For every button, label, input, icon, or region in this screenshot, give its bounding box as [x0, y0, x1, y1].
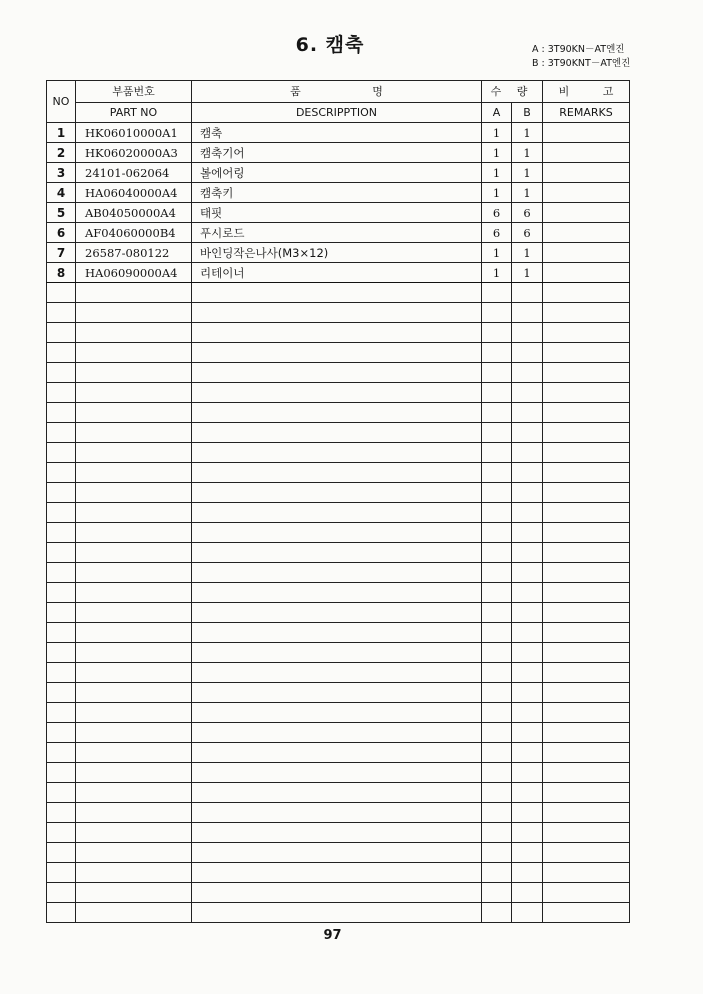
- empty-cell: [482, 283, 512, 303]
- empty-cell: [76, 743, 192, 763]
- empty-cell: [482, 723, 512, 743]
- empty-cell: [76, 563, 192, 583]
- empty-cell: [76, 283, 192, 303]
- empty-table-row: [47, 863, 630, 883]
- empty-cell: [512, 403, 543, 423]
- empty-table-row: [47, 703, 630, 723]
- empty-cell: [512, 743, 543, 763]
- empty-cell: [482, 743, 512, 763]
- empty-table-row: [47, 763, 630, 783]
- empty-cell: [512, 523, 543, 543]
- empty-cell: [543, 823, 630, 843]
- quantity-a-cell: 6: [482, 203, 512, 223]
- header-part-no-korean: 부품번호: [76, 81, 192, 103]
- part-number-cell: 26587-080122: [76, 243, 192, 263]
- empty-table-row: [47, 643, 630, 663]
- empty-cell: [543, 863, 630, 883]
- empty-table-row: [47, 663, 630, 683]
- empty-cell: [192, 703, 482, 723]
- empty-cell: [47, 463, 76, 483]
- part-number-cell: AB04050000A4: [76, 203, 192, 223]
- empty-cell: [543, 883, 630, 903]
- empty-cell: [543, 783, 630, 803]
- empty-cell: [47, 343, 76, 363]
- empty-cell: [47, 843, 76, 863]
- empty-cell: [192, 763, 482, 783]
- empty-cell: [512, 843, 543, 863]
- empty-cell: [512, 383, 543, 403]
- empty-cell: [543, 403, 630, 423]
- empty-cell: [76, 323, 192, 343]
- empty-cell: [512, 623, 543, 643]
- empty-cell: [76, 903, 192, 923]
- empty-table-row: [47, 743, 630, 763]
- empty-cell: [192, 463, 482, 483]
- empty-cell: [47, 743, 76, 763]
- empty-cell: [76, 683, 192, 703]
- empty-cell: [76, 543, 192, 563]
- empty-cell: [47, 783, 76, 803]
- table-row: [47, 143, 630, 163]
- empty-cell: [76, 623, 192, 643]
- empty-table-row: [47, 503, 630, 523]
- empty-cell: [482, 483, 512, 503]
- empty-cell: [482, 783, 512, 803]
- empty-cell: [482, 443, 512, 463]
- empty-cell: [192, 323, 482, 343]
- empty-cell: [543, 623, 630, 643]
- empty-table-row: [47, 823, 630, 843]
- quantity-b-cell: 6: [512, 223, 543, 243]
- empty-cell: [543, 363, 630, 383]
- part-number: 7: [47, 243, 76, 263]
- empty-cell: [543, 743, 630, 763]
- empty-table-row: [47, 603, 630, 623]
- empty-cell: [482, 463, 512, 483]
- empty-cell: [512, 423, 543, 443]
- empty-cell: [543, 903, 630, 923]
- empty-cell: [543, 583, 630, 603]
- empty-cell: [47, 683, 76, 703]
- empty-cell: [76, 463, 192, 483]
- empty-cell: [47, 563, 76, 583]
- empty-cell: [192, 303, 482, 323]
- empty-cell: [47, 703, 76, 723]
- empty-cell: [76, 803, 192, 823]
- empty-cell: [192, 483, 482, 503]
- header-quantity-a: A: [482, 103, 512, 123]
- empty-cell: [543, 723, 630, 743]
- empty-cell: [192, 563, 482, 583]
- empty-cell: [76, 703, 192, 723]
- empty-cell: [47, 303, 76, 323]
- empty-cell: [192, 363, 482, 383]
- empty-table-row: [47, 843, 630, 863]
- empty-cell: [543, 483, 630, 503]
- page-title: 6. 캠축: [295, 34, 365, 56]
- empty-cell: [482, 623, 512, 643]
- parts-table: [46, 80, 630, 923]
- empty-table-row: [47, 623, 630, 643]
- empty-table-row: [47, 423, 630, 443]
- empty-cell: [47, 903, 76, 923]
- empty-cell: [76, 423, 192, 443]
- empty-table-row: [47, 383, 630, 403]
- empty-cell: [512, 603, 543, 623]
- quantity-a-cell: 1: [482, 143, 512, 163]
- empty-cell: [543, 663, 630, 683]
- description-cell: 볼에어링: [192, 163, 482, 183]
- empty-cell: [482, 523, 512, 543]
- empty-cell: [543, 803, 630, 823]
- empty-cell: [47, 363, 76, 383]
- empty-cell: [47, 763, 76, 783]
- part-number-cell: HK06010000A1: [76, 123, 192, 143]
- part-number: 8: [47, 263, 76, 283]
- empty-cell: [47, 663, 76, 683]
- empty-cell: [47, 863, 76, 883]
- empty-table-row: [47, 783, 630, 803]
- empty-cell: [512, 883, 543, 903]
- quantity-a-cell: 6: [482, 223, 512, 243]
- table-row: [47, 203, 630, 223]
- empty-cell: [76, 503, 192, 523]
- empty-cell: [512, 463, 543, 483]
- empty-cell: [482, 583, 512, 603]
- description-cell: 태핏: [192, 203, 482, 223]
- empty-cell: [192, 403, 482, 423]
- empty-table-row: [47, 283, 630, 303]
- part-number: 6: [47, 223, 76, 243]
- empty-cell: [543, 523, 630, 543]
- part-number-cell: 24101-062064: [76, 163, 192, 183]
- empty-cell: [192, 863, 482, 883]
- quantity-a-cell: 1: [482, 183, 512, 203]
- quantity-a-cell: 1: [482, 263, 512, 283]
- empty-cell: [76, 383, 192, 403]
- empty-cell: [482, 823, 512, 843]
- empty-cell: [482, 323, 512, 343]
- empty-cell: [76, 863, 192, 883]
- legend-item-b: B : 3T90KNT－AT엔진: [532, 58, 631, 69]
- empty-cell: [47, 383, 76, 403]
- empty-cell: [47, 543, 76, 563]
- empty-cell: [47, 823, 76, 843]
- quantity-b-cell: 1: [512, 143, 543, 163]
- empty-cell: [76, 723, 192, 743]
- empty-cell: [482, 563, 512, 583]
- empty-table-row: [47, 443, 630, 463]
- empty-cell: [543, 283, 630, 303]
- empty-cell: [47, 483, 76, 503]
- empty-cell: [543, 703, 630, 723]
- empty-cell: [192, 603, 482, 623]
- quantity-b-cell: 1: [512, 243, 543, 263]
- part-number: 2: [47, 143, 76, 163]
- empty-cell: [76, 483, 192, 503]
- empty-cell: [76, 583, 192, 603]
- empty-cell: [512, 583, 543, 603]
- description-cell: 캠축: [192, 123, 482, 143]
- empty-cell: [543, 563, 630, 583]
- empty-cell: [512, 323, 543, 343]
- empty-cell: [482, 403, 512, 423]
- empty-table-row: [47, 683, 630, 703]
- empty-cell: [76, 763, 192, 783]
- empty-cell: [192, 423, 482, 443]
- empty-table-row: [47, 483, 630, 503]
- empty-cell: [192, 843, 482, 863]
- empty-cell: [543, 683, 630, 703]
- empty-cell: [47, 883, 76, 903]
- parts-table-body: [47, 123, 630, 923]
- empty-cell: [482, 903, 512, 923]
- empty-cell: [47, 503, 76, 523]
- header-description: DESCRIPPTION: [192, 103, 482, 123]
- empty-cell: [192, 663, 482, 683]
- empty-cell: [192, 723, 482, 743]
- table-row: [47, 163, 630, 183]
- empty-cell: [543, 443, 630, 463]
- empty-table-row: [47, 903, 630, 923]
- empty-cell: [192, 743, 482, 763]
- empty-cell: [47, 603, 76, 623]
- description-cell: 바인딩작은나사(M3×12): [192, 243, 482, 263]
- remarks-cell: [543, 183, 630, 203]
- empty-cell: [512, 703, 543, 723]
- empty-table-row: [47, 583, 630, 603]
- header-remarks: REMARKS: [543, 103, 630, 123]
- empty-cell: [482, 863, 512, 883]
- empty-cell: [512, 903, 543, 923]
- table-row: [47, 223, 630, 243]
- empty-cell: [543, 543, 630, 563]
- empty-cell: [192, 343, 482, 363]
- header-part-no: PART NO: [76, 103, 192, 123]
- empty-cell: [543, 383, 630, 403]
- empty-cell: [76, 363, 192, 383]
- part-number-cell: HA06090000A4: [76, 263, 192, 283]
- description-cell: 캠축키: [192, 183, 482, 203]
- empty-cell: [47, 803, 76, 823]
- empty-cell: [543, 303, 630, 323]
- empty-cell: [192, 283, 482, 303]
- empty-cell: [76, 663, 192, 683]
- header-quantity-korean: 수 량: [482, 81, 543, 103]
- table-row: [47, 263, 630, 283]
- empty-cell: [482, 423, 512, 443]
- empty-cell: [543, 423, 630, 443]
- empty-cell: [512, 543, 543, 563]
- engine-legend: [532, 43, 630, 71]
- empty-cell: [47, 283, 76, 303]
- empty-cell: [76, 343, 192, 363]
- remarks-cell: [543, 263, 630, 283]
- empty-cell: [47, 423, 76, 443]
- empty-cell: [192, 443, 482, 463]
- empty-cell: [47, 323, 76, 343]
- empty-cell: [76, 603, 192, 623]
- empty-cell: [47, 583, 76, 603]
- empty-cell: [482, 683, 512, 703]
- empty-cell: [512, 343, 543, 363]
- empty-table-row: [47, 403, 630, 423]
- quantity-b-cell: 1: [512, 163, 543, 183]
- page-number: 97: [323, 928, 342, 943]
- empty-table-row: [47, 363, 630, 383]
- empty-cell: [512, 723, 543, 743]
- empty-cell: [482, 803, 512, 823]
- empty-cell: [76, 403, 192, 423]
- header-remarks-korean: 비 고: [543, 81, 630, 103]
- empty-cell: [512, 643, 543, 663]
- empty-cell: [512, 503, 543, 523]
- empty-table-row: [47, 563, 630, 583]
- empty-cell: [512, 303, 543, 323]
- remarks-cell: [543, 163, 630, 183]
- empty-cell: [482, 303, 512, 323]
- empty-cell: [47, 723, 76, 743]
- empty-cell: [543, 323, 630, 343]
- empty-cell: [482, 363, 512, 383]
- empty-cell: [482, 643, 512, 663]
- empty-cell: [76, 443, 192, 463]
- empty-cell: [76, 843, 192, 863]
- empty-cell: [192, 643, 482, 663]
- empty-cell: [47, 443, 76, 463]
- header-no: NO: [47, 81, 76, 123]
- part-number-cell: AF04060000B4: [76, 223, 192, 243]
- part-number: 1: [47, 123, 76, 143]
- empty-cell: [47, 623, 76, 643]
- empty-cell: [76, 523, 192, 543]
- empty-cell: [47, 523, 76, 543]
- empty-cell: [192, 903, 482, 923]
- empty-cell: [192, 883, 482, 903]
- empty-cell: [482, 383, 512, 403]
- empty-cell: [192, 543, 482, 563]
- part-number: 5: [47, 203, 76, 223]
- quantity-a-cell: 1: [482, 163, 512, 183]
- empty-cell: [76, 883, 192, 903]
- empty-cell: [512, 863, 543, 883]
- table-row: [47, 123, 630, 143]
- empty-cell: [482, 763, 512, 783]
- remarks-cell: [543, 143, 630, 163]
- empty-cell: [482, 503, 512, 523]
- quantity-b-cell: 6: [512, 203, 543, 223]
- empty-cell: [512, 783, 543, 803]
- empty-cell: [512, 823, 543, 843]
- empty-table-row: [47, 543, 630, 563]
- empty-table-row: [47, 303, 630, 323]
- empty-cell: [512, 563, 543, 583]
- part-number: 3: [47, 163, 76, 183]
- empty-table-row: [47, 883, 630, 903]
- empty-table-row: [47, 723, 630, 743]
- empty-cell: [192, 503, 482, 523]
- empty-cell: [482, 603, 512, 623]
- empty-cell: [76, 643, 192, 663]
- part-number-cell: HK06020000A3: [76, 143, 192, 163]
- remarks-cell: [543, 203, 630, 223]
- empty-cell: [512, 803, 543, 823]
- empty-cell: [192, 823, 482, 843]
- empty-cell: [512, 363, 543, 383]
- empty-cell: [512, 483, 543, 503]
- part-number: 4: [47, 183, 76, 203]
- description-cell: 푸시로드: [192, 223, 482, 243]
- quantity-b-cell: 1: [512, 123, 543, 143]
- empty-cell: [512, 283, 543, 303]
- header-description-korean: 품 명: [192, 81, 482, 103]
- empty-cell: [512, 683, 543, 703]
- empty-cell: [192, 523, 482, 543]
- empty-cell: [543, 843, 630, 863]
- empty-cell: [482, 543, 512, 563]
- empty-cell: [47, 403, 76, 423]
- empty-cell: [512, 663, 543, 683]
- description-cell: 리테이너: [192, 263, 482, 283]
- header-quantity-b: B: [512, 103, 543, 123]
- part-number-cell: HA06040000A4: [76, 183, 192, 203]
- remarks-cell: [543, 243, 630, 263]
- empty-cell: [543, 763, 630, 783]
- quantity-b-cell: 1: [512, 183, 543, 203]
- empty-cell: [192, 623, 482, 643]
- empty-cell: [76, 303, 192, 323]
- empty-table-row: [47, 803, 630, 823]
- legend-item-a: A : 3T90KN－AT엔진: [532, 44, 625, 55]
- empty-cell: [482, 883, 512, 903]
- empty-cell: [76, 823, 192, 843]
- empty-cell: [482, 843, 512, 863]
- table-row: [47, 183, 630, 203]
- empty-cell: [482, 343, 512, 363]
- empty-table-row: [47, 463, 630, 483]
- remarks-cell: [543, 223, 630, 243]
- empty-cell: [543, 643, 630, 663]
- empty-table-row: [47, 323, 630, 343]
- empty-table-row: [47, 343, 630, 363]
- empty-cell: [76, 783, 192, 803]
- empty-cell: [543, 603, 630, 623]
- empty-cell: [192, 803, 482, 823]
- empty-cell: [192, 783, 482, 803]
- empty-cell: [543, 343, 630, 363]
- description-cell: 캠축기어: [192, 143, 482, 163]
- remarks-cell: [543, 123, 630, 143]
- empty-cell: [192, 683, 482, 703]
- table-row: [47, 243, 630, 263]
- empty-table-row: [47, 523, 630, 543]
- empty-cell: [543, 463, 630, 483]
- empty-cell: [512, 763, 543, 783]
- quantity-b-cell: 1: [512, 263, 543, 283]
- empty-cell: [192, 383, 482, 403]
- empty-cell: [543, 503, 630, 523]
- empty-cell: [482, 663, 512, 683]
- empty-cell: [192, 583, 482, 603]
- empty-cell: [482, 703, 512, 723]
- empty-cell: [512, 443, 543, 463]
- quantity-a-cell: 1: [482, 123, 512, 143]
- empty-cell: [47, 643, 76, 663]
- quantity-a-cell: 1: [482, 243, 512, 263]
